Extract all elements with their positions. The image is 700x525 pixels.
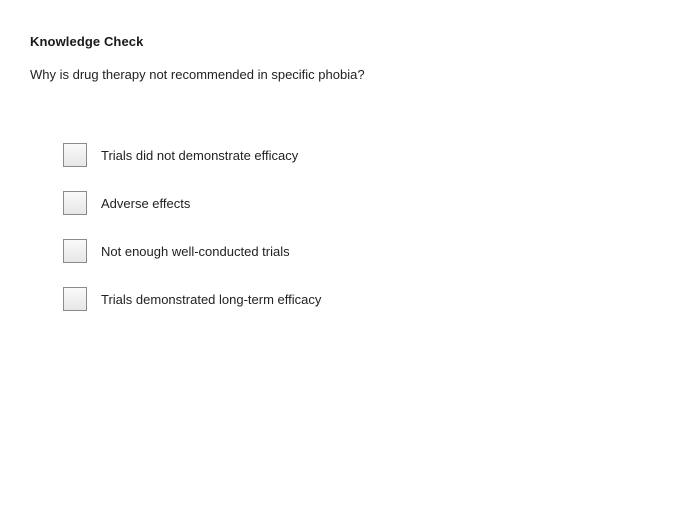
answer-label-1[interactable]: Trials did not demonstrate efficacy — [101, 147, 299, 163]
answer-checkbox-2[interactable] — [63, 191, 87, 215]
answer-option-3[interactable] — [63, 237, 321, 265]
answer-label-2[interactable]: Adverse effects — [101, 195, 191, 211]
answer-option-2[interactable] — [63, 189, 321, 217]
answer-options — [63, 141, 321, 333]
answer-checkbox-4[interactable] — [63, 287, 87, 311]
answer-label-3[interactable]: Not enough well-conducted trials — [101, 243, 290, 259]
answer-checkbox-1[interactable] — [63, 143, 87, 167]
answer-option-4[interactable] — [63, 285, 321, 313]
answer-checkbox-3[interactable] — [63, 239, 87, 263]
quiz-question: Why is drug therapy not recommended in specific phobia? — [30, 67, 365, 82]
answer-label-4[interactable]: Trials demonstrated long-term efficacy — [101, 291, 322, 307]
answer-option-1[interactable] — [63, 141, 321, 169]
quiz-title: Knowledge Check — [30, 34, 144, 49]
